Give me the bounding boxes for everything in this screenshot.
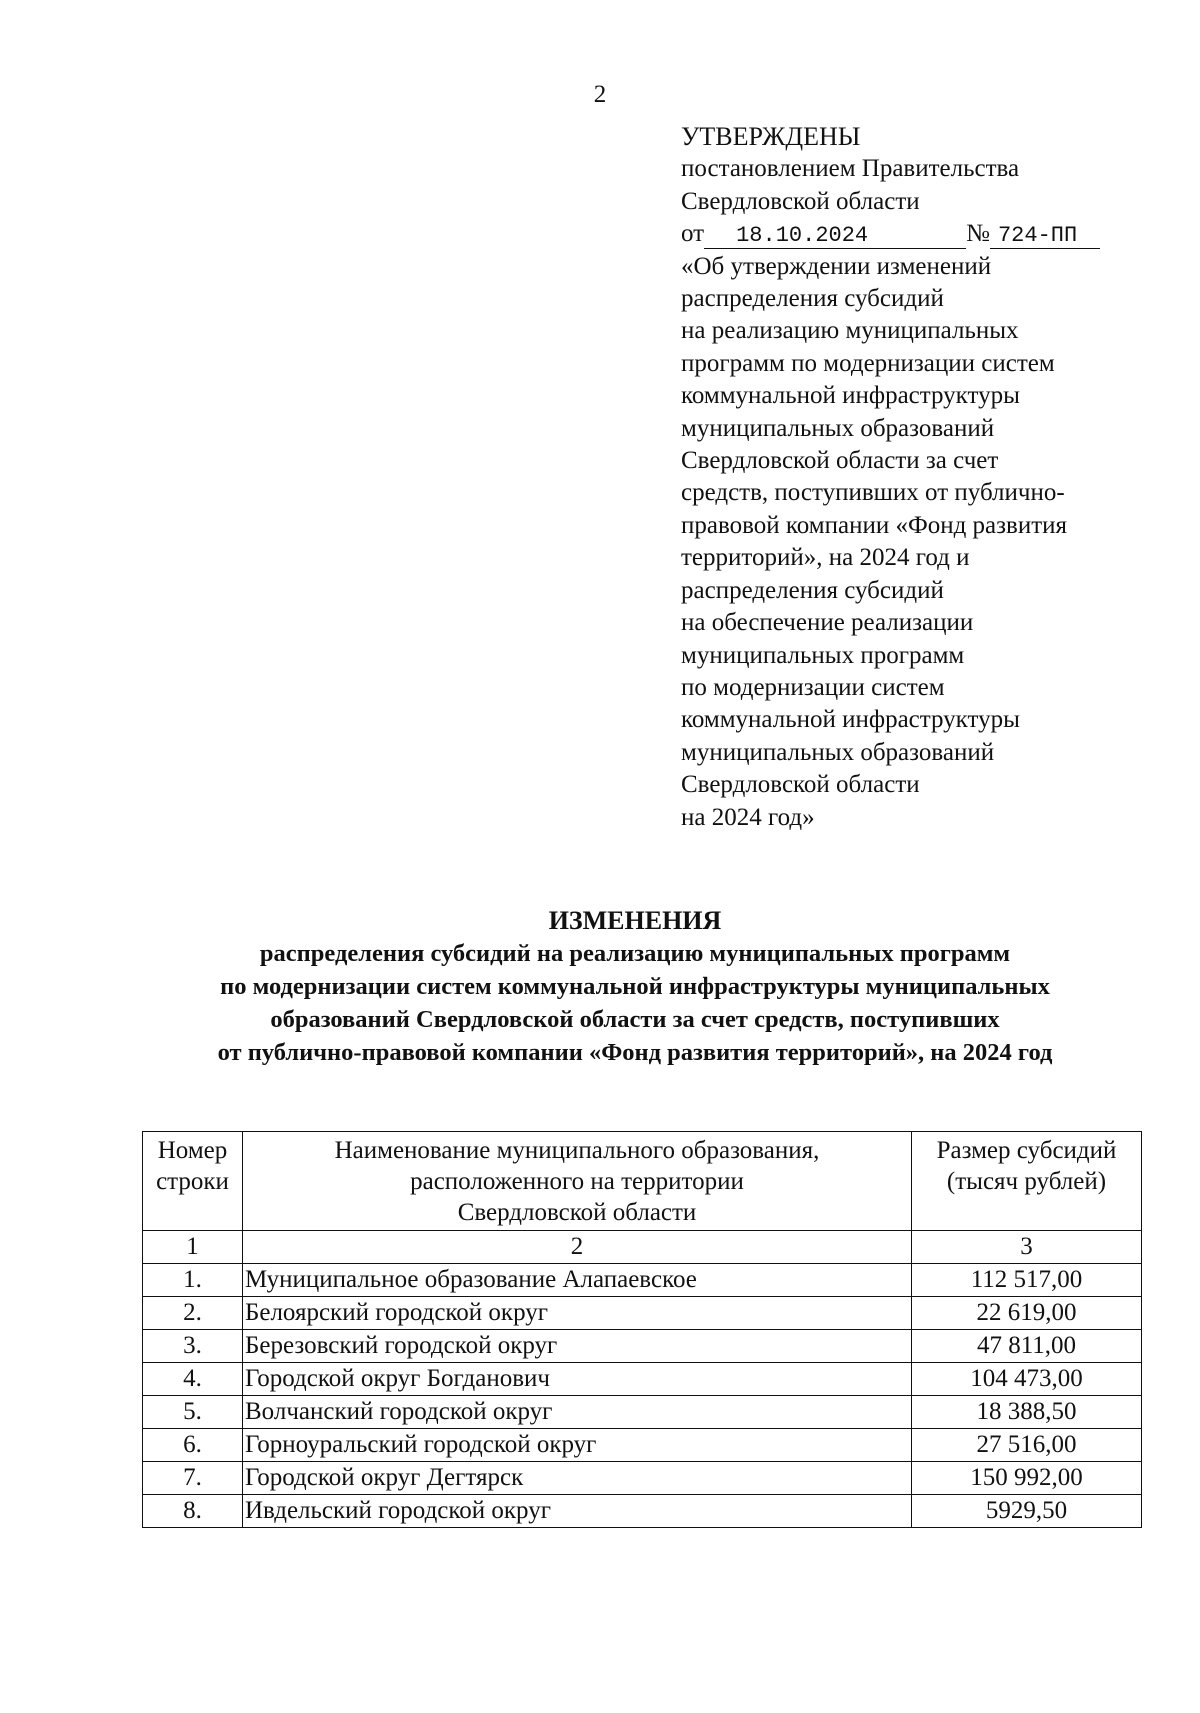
subsidy-amount: 112 517,00 <box>912 1264 1142 1297</box>
header-text: расположенного на территории <box>410 1168 744 1195</box>
row-number: 2. <box>143 1297 243 1330</box>
decree-title-line: правовой компании «Фонд развития <box>681 511 1068 539</box>
subsidy-amount: 104 473,00 <box>912 1363 1142 1396</box>
header-text: Размер субсидий <box>936 1137 1117 1164</box>
table-row <box>143 1264 1142 1297</box>
decree-number: 724-ПП <box>990 224 1100 249</box>
table-row <box>143 1363 1142 1396</box>
row-number: 7. <box>143 1462 243 1495</box>
document-title-main: ИЗМЕНЕНИЯ <box>548 906 722 935</box>
municipality-name: Волчанский городской округ <box>243 1396 912 1429</box>
table-body <box>143 1231 1142 1528</box>
column-number: 1 <box>143 1231 243 1264</box>
municipality-name: Городской округ Дегтярск <box>243 1462 912 1495</box>
table-header-row <box>143 1132 1142 1231</box>
table-row <box>143 1429 1142 1462</box>
decree-title-line: на обеспечение реализации <box>681 609 974 637</box>
approval-heading: УТВЕРЖДЕНЫ <box>681 122 861 151</box>
header-text: Номер <box>157 1137 228 1164</box>
decree-title-line: «Об утверждении изменений <box>681 252 992 280</box>
decree-title-line: муниципальных программ <box>681 641 965 669</box>
subsidy-amount: 150 992,00 <box>912 1462 1142 1495</box>
municipality-name: Березовский городской округ <box>243 1330 912 1363</box>
table-row <box>143 1396 1142 1429</box>
row-number: 8. <box>143 1495 243 1528</box>
decree-title-line: программ по модернизации систем <box>681 349 1055 377</box>
decree-title-line: коммунальной инфраструктуры <box>681 706 1020 734</box>
table-row <box>143 1495 1142 1528</box>
header-subsidy-amount <box>912 1132 1142 1231</box>
column-number-row <box>143 1231 1142 1264</box>
decree-title-line: Свердловской области за счет <box>681 447 999 475</box>
header-text: (тысяч рублей) <box>946 1168 1107 1195</box>
subsidy-amount: 18 388,50 <box>912 1396 1142 1429</box>
header-municipality-name <box>243 1132 912 1231</box>
row-number: 1. <box>143 1264 243 1297</box>
table-row <box>143 1297 1142 1330</box>
decree-title-line: коммунальной инфраструктуры <box>681 382 1020 410</box>
decree-title-line: муниципальных образований <box>681 414 995 442</box>
decree-title-line: Свердловской области <box>681 771 920 799</box>
municipality-name: Городской округ Богданович <box>243 1363 912 1396</box>
subsidy-amount: 22 619,00 <box>912 1297 1142 1330</box>
decree-title-line: по модернизации систем <box>681 673 945 701</box>
subsidies-table <box>142 1131 1142 1528</box>
decree-title-line: распределения субсидий <box>681 285 944 313</box>
table-row <box>143 1462 1142 1495</box>
decree-title-line: на 2024 год» <box>681 803 815 831</box>
date-prefix: от <box>681 220 705 248</box>
approval-line: Свердловской области <box>681 187 920 215</box>
approval-block <box>681 121 1151 834</box>
decree-title-line: распределения субсидий <box>681 576 944 604</box>
header-text: Наименование муниципального образования, <box>334 1137 820 1164</box>
header-text: Свердловской области <box>457 1199 697 1226</box>
subsidy-amount: 5929,50 <box>912 1495 1142 1528</box>
header-text: строки <box>156 1168 229 1195</box>
row-number: 5. <box>143 1396 243 1429</box>
number-prefix: № <box>966 220 990 248</box>
row-number: 6. <box>143 1429 243 1462</box>
decree-date: 18.10.2024 <box>704 224 966 249</box>
document-title-line: от публично-правовой компании «Фонд развития территорий», на 2024 год <box>217 1039 1053 1066</box>
approval-line: постановлением Правительства <box>681 155 1020 183</box>
page-number: 2 <box>593 81 607 108</box>
document-title-line: распределения субсидий на реализацию муниципальных программ <box>259 940 1011 967</box>
decree-title-line: средств, поступивших от публично- <box>681 479 1065 507</box>
municipality-name: Муниципальное образование Алапаевское <box>243 1264 912 1297</box>
decree-title-line: территорий», на 2024 год и <box>681 544 970 572</box>
row-number: 4. <box>143 1363 243 1396</box>
column-number: 2 <box>243 1231 912 1264</box>
municipality-name: Ивдельский городской округ <box>243 1495 912 1528</box>
table-row <box>143 1330 1142 1363</box>
row-number: 3. <box>143 1330 243 1363</box>
document-title-line: по модернизации систем коммунальной инфраструктуры муниципальных <box>220 973 1050 1000</box>
decree-title-line: муниципальных образований <box>681 738 995 766</box>
subsidy-amount: 47 811,00 <box>912 1330 1142 1363</box>
subsidy-amount: 27 516,00 <box>912 1429 1142 1462</box>
decree-title-line: на реализацию муниципальных <box>681 317 1019 345</box>
decree-title <box>681 251 1151 834</box>
municipality-name: Горноуральский городской округ <box>243 1429 912 1462</box>
document-title <box>130 904 1140 1069</box>
header-row-number <box>143 1132 243 1231</box>
municipality-name: Белоярский городской округ <box>243 1297 912 1330</box>
decree-date-number <box>681 218 1151 250</box>
column-number: 3 <box>912 1231 1142 1264</box>
document-title-line: образований Свердловской области за счет средств, поступивших <box>270 1006 1000 1033</box>
